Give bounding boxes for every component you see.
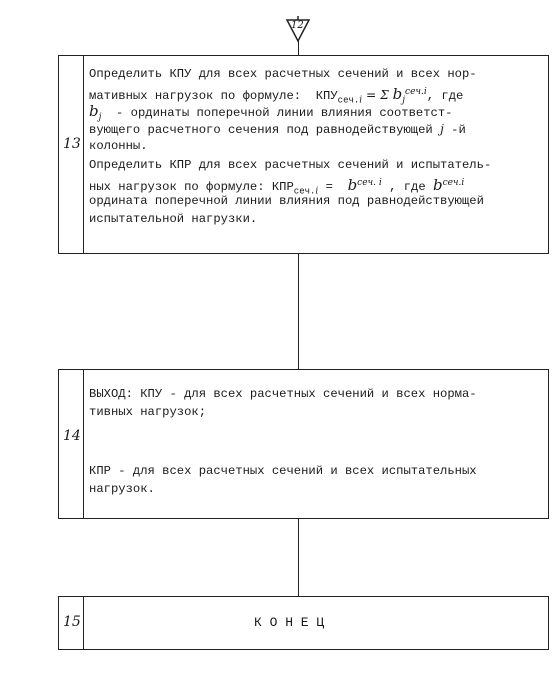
block13-line-9: испытательной нагрузки. [89, 212, 258, 226]
process-block-13 [58, 55, 549, 254]
block13-line-5: колонны. [89, 139, 148, 153]
end-label: К О Н Е Ц [254, 615, 325, 630]
connector-line-top [298, 41, 299, 56]
block14-line-4: нагрузок. [89, 482, 155, 496]
terminal-block-15 [58, 596, 549, 650]
block13-line-7: ных нагрузок по формуле: $КПР_{сеч.i} = b^{сеч. i}$ , где $b^{сеч.i}$ [89, 176, 465, 197]
block13-line-3: $b_j$ - ординаты поперечной линии влияния соответст- [89, 102, 453, 123]
block14-line-2: тивных нагрузок; [89, 405, 207, 419]
block13-line-2: мативных нагрузок по формуле: $КПУ_{сеч.i} = \Sigma$ $b_j^{сеч.i}$, где [89, 85, 464, 106]
connector-line-13-14 [298, 254, 299, 370]
block-number: 15 [63, 614, 81, 630]
block14-line-1: ВЫХОД: КПУ - для всех расчетных сечений и всех норма- [89, 387, 477, 401]
block-number: 14 [63, 428, 81, 444]
block14-line-3: КПР - для всех расчетных сечений и всех испытательных [89, 464, 477, 478]
block-number: 13 [63, 136, 81, 152]
connector-line-14-15 [298, 519, 299, 597]
block13-line-6: Определить КПР для всех расчетных сечений и испытатель- [89, 158, 492, 172]
connector-label: 12 [291, 20, 304, 31]
block13-line-4: вующего расчетного сечения под равнодействующей j -й [89, 122, 466, 137]
block-divider [83, 56, 84, 253]
block-divider [83, 370, 84, 518]
block-divider [83, 597, 84, 649]
block13-line-8: ордината поперечной линии влияния под равнодействующей [89, 194, 484, 208]
output-block-14 [58, 369, 549, 519]
block13-line-1: Определить КПУ для всех расчетных сечений и всех нор- [89, 67, 477, 81]
